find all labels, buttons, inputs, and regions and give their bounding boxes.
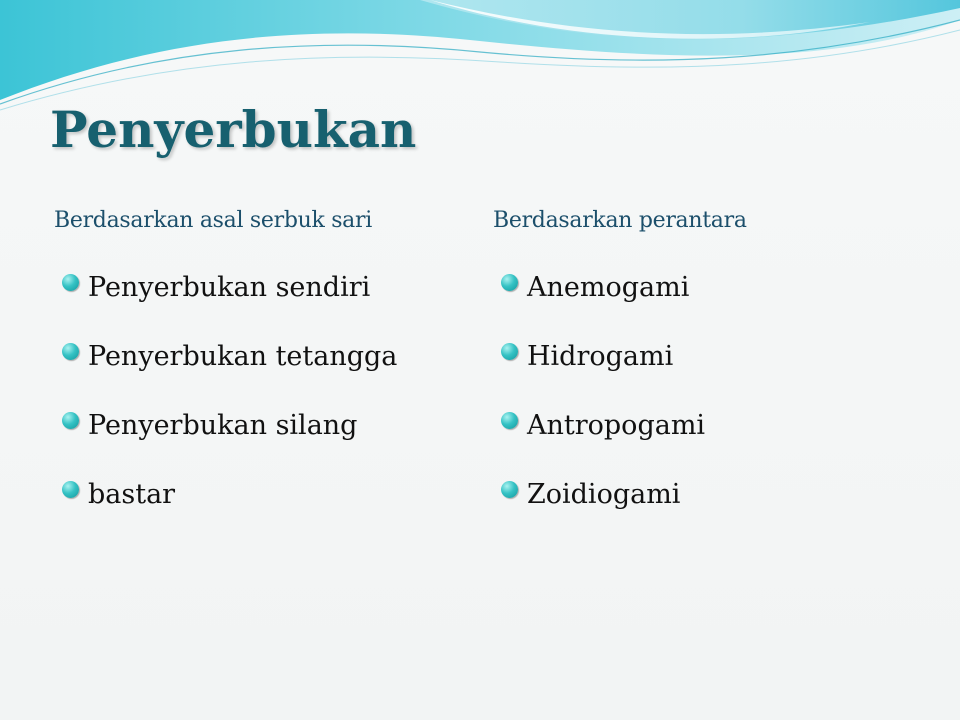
bullet-icon bbox=[62, 343, 79, 360]
right-column bbox=[493, 208, 913, 510]
bullet-icon bbox=[501, 343, 518, 360]
left-column bbox=[54, 208, 474, 510]
slide-title: Penyerbukan bbox=[50, 100, 417, 159]
list-item-text: bastar bbox=[88, 479, 176, 510]
bullet-icon bbox=[501, 274, 518, 291]
list-item-text: Zoidiogami bbox=[527, 479, 681, 510]
list-item-text: Hidrogami bbox=[527, 341, 674, 372]
list-item-text: Penyerbukan tetangga bbox=[88, 341, 398, 372]
right-column-heading: Berdasarkan perantara bbox=[493, 208, 747, 233]
bullet-icon bbox=[62, 481, 79, 498]
list-item-text: Anemogami bbox=[527, 272, 690, 303]
list-item-text: Antropogami bbox=[527, 410, 706, 441]
left-column-heading: Berdasarkan asal serbuk sari bbox=[54, 208, 372, 233]
bullet-icon bbox=[62, 274, 79, 291]
bullet-icon bbox=[501, 412, 518, 429]
list-item-text: Penyerbukan sendiri bbox=[88, 272, 371, 303]
bullet-icon bbox=[62, 412, 79, 429]
bullet-icon bbox=[501, 481, 518, 498]
list-item-text: Penyerbukan silang bbox=[88, 410, 358, 441]
